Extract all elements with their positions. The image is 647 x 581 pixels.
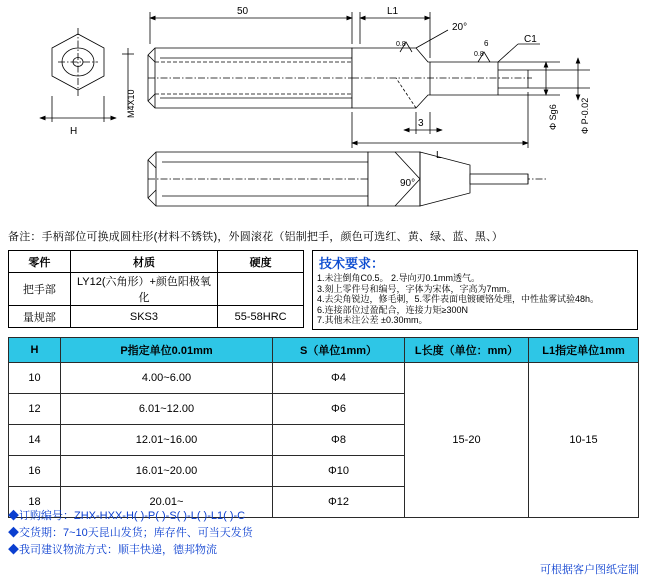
dim-90deg: 90°	[400, 178, 416, 189]
table-row	[9, 363, 639, 394]
order-line-2: ◆交货期：7~10天昆山发货；库存件、可当天发货	[8, 527, 253, 539]
material-table	[8, 250, 304, 328]
spec-row4-s: Φ12	[273, 487, 405, 518]
spec-header-l1: L1指定单位1mm	[529, 338, 639, 363]
remark-text: 备注：手柄部位可换成圆柱形(材料不锈铁)，外圆滚花（铝制把手，颜色可选红、黄、绿、蓝、黑、）	[8, 231, 504, 243]
ra-08-a: 0.8	[396, 41, 406, 48]
technical-drawing	[0, 0, 647, 230]
spec-header-row	[9, 338, 639, 363]
material-header-material: 材质	[70, 251, 218, 273]
spec-header-p: P指定单位0.01mm	[61, 338, 273, 363]
spec-row4-h: 18	[9, 487, 61, 518]
material-row0-part: 把手部	[9, 273, 71, 306]
dim-H: H	[70, 126, 78, 137]
tech-line-5: 7.其他未注公差 ±0.30mm。	[317, 315, 428, 325]
spec-row1-h: 12	[9, 394, 61, 425]
order-line-1: ◆订购编号：ZHX-HXX-H( )-P( )-S( )-L( )-L1( )-C	[8, 510, 246, 522]
spec-header-h: H	[9, 338, 61, 363]
spec-l-value: 15-20	[405, 363, 529, 518]
table-row	[9, 251, 304, 273]
spec-row1-s: Φ6	[273, 394, 405, 425]
spec-l1-value: 10-15	[529, 363, 639, 518]
dim-20deg: 20°	[452, 22, 468, 33]
tech-requirements-box	[312, 250, 638, 330]
material-row1-hardness: 55-58HRC	[218, 306, 304, 328]
material-row0-hardness	[218, 273, 304, 306]
spec-header-l: L长度（单位：mm）	[405, 338, 529, 363]
spec-row1-p: 6.01~12.00	[61, 394, 273, 425]
spec-row0-p: 4.00~6.00	[61, 363, 273, 394]
spec-row3-p: 16.01~20.00	[61, 456, 273, 487]
ra-08-b: 0.8	[474, 51, 484, 58]
spec-row2-p: 12.01~16.00	[61, 425, 273, 456]
table-row	[9, 306, 304, 328]
dim-phi-p: Φ P-0.02	[580, 97, 590, 134]
material-row1-part: 量规部	[9, 306, 71, 328]
material-header-part: 零件	[9, 251, 71, 273]
dim-phi-s: Φ Sg6	[548, 104, 558, 130]
table-row	[9, 273, 304, 306]
tech-requirements-title: 技术要求：	[319, 256, 385, 271]
mark-6: 6	[484, 39, 489, 48]
dim-L: L	[436, 150, 442, 161]
dim-L1: L1	[387, 6, 399, 17]
dim-m4x10: M4X10	[126, 89, 136, 118]
spec-row0-s: Φ4	[273, 363, 405, 394]
spec-header-s: S（单位1mm）	[273, 338, 405, 363]
material-row1-material: SKS3	[70, 306, 218, 328]
spec-row4-p: 20.01~	[61, 487, 273, 518]
order-line-3: ◆我司建议物流方式：顺丰快递，德邦物流	[8, 544, 217, 556]
dim-3: 3	[418, 118, 424, 129]
material-row0-material: LY12(六角形）+颜色阳极氧化	[70, 273, 218, 306]
material-header-hardness: 硬度	[218, 251, 304, 273]
order-info	[8, 508, 638, 559]
drawing-svg	[0, 0, 647, 230]
tech-line-4: 6.连接部位过盈配合，连接力矩≥300N	[317, 304, 468, 315]
dim-50: 50	[237, 6, 249, 17]
spec-row0-h: 10	[9, 363, 61, 394]
spec-row2-s: Φ8	[273, 425, 405, 456]
spec-row3-s: Φ10	[273, 456, 405, 487]
footer-note: 可根据客户图纸定制	[540, 564, 639, 576]
spec-row3-h: 16	[9, 456, 61, 487]
tech-line-2: 3.刻上零件号和编号，字体为宋体，字高为7mm。	[317, 283, 516, 294]
spec-row2-h: 14	[9, 425, 61, 456]
tech-line-3: 4.去尖角锐边，修毛刺，5.零件表面电镀硬铬处理，中性盐雾试验48h。	[317, 294, 600, 304]
tech-line-1: 1.未注倒角C0.5。 2.导向刃0.1mm透气。	[317, 273, 481, 283]
specification-table	[8, 337, 639, 518]
dim-c1: C1	[524, 34, 537, 45]
